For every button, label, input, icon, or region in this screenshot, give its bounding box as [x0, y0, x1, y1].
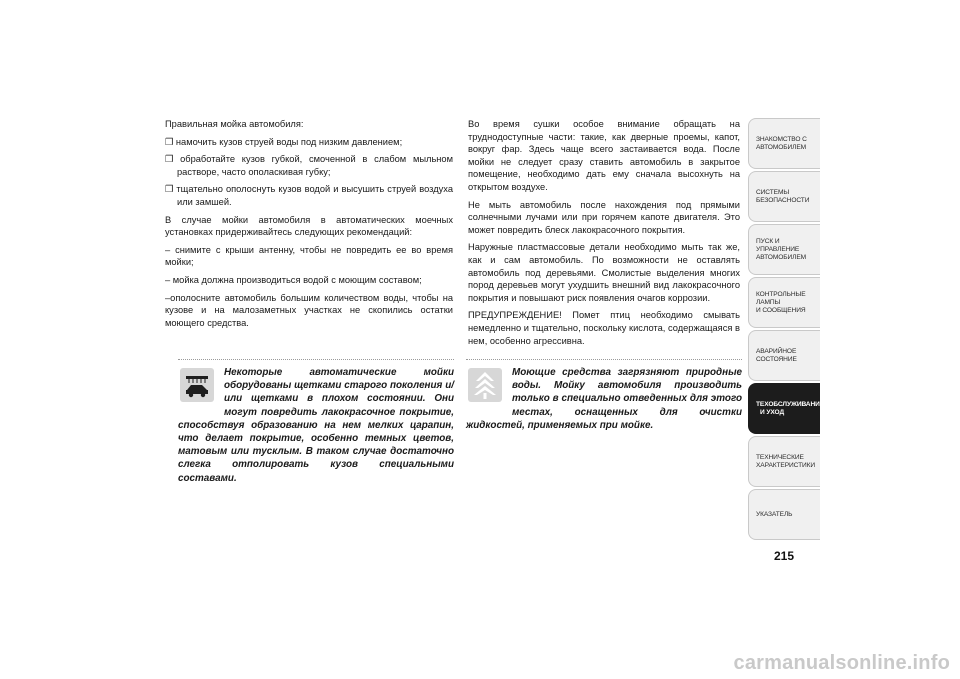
divider	[178, 359, 454, 360]
car-wash-brush-icon	[180, 368, 214, 402]
warning-text: Некоторые автоматические мойки оборудованы щетками старого поколения и/или щетками в плохом состоянии. Они могут повредить лакокрасочное покрытие, способствуя образованию на нем мелких царапин, что делает покрытие, особенно темных цветов, матовым или тусклым. В таком случае достаточно слегка отполировать кузов специальными составами.	[178, 367, 454, 484]
paragraph-auto-wash: В случае мойки автомобиля в автоматических моечных установках придерживайтесь следующих рекомендаций:	[165, 214, 453, 238]
paragraph-intro: Правильная мойка автомобиля:	[165, 119, 304, 129]
tab-warning-lights[interactable]	[748, 277, 820, 328]
tab-label: ПУСК И УПРАВЛЕНИЕ	[756, 237, 800, 253]
tab-label: ТЕХНИЧЕСКИЕ	[756, 453, 804, 461]
tab-specifications[interactable]	[748, 436, 820, 487]
environment-box	[466, 359, 742, 432]
tab-safety[interactable]	[748, 171, 820, 222]
bullet-item: ❒ обработайте кузов губкой, смоченной в слабом мыльном растворе, часто ополаскивая губку;	[165, 154, 453, 177]
warning-box	[178, 359, 454, 485]
page-number: 215	[773, 549, 795, 563]
tab-label: АВАРИЙНОЕ	[756, 347, 797, 355]
tab-label: АВТОМОБИЛЕМ	[756, 143, 807, 151]
paragraph-detergent: – мойка должна производиться водой с моющим составом;	[165, 274, 422, 285]
bullet-item: ❒ тщательно ополоснуть кузов водой и высушить струей воздуха или замшей.	[165, 184, 453, 207]
tab-label: КОНТРОЛЬНЫЕ	[756, 290, 806, 298]
paragraph-bird-warning: ПРЕДУПРЕЖДЕНИЕ! Помет птиц необходимо смывать немедленно и тщательно, поскольку кислота, содержащаяся в нем, особенно агрессивна.	[468, 310, 740, 346]
tab-label: ТЕХОБСЛУЖИВАНИЕ	[756, 400, 825, 408]
tab-label: БЕЗОПАСНОСТИ	[756, 196, 810, 204]
environment-text: Моющие средства загрязняют природные воды. Мойку автомобиля производить только в специально отведенных для этого местах, оснащенных для очистки жидкостей, применяемых при мойке.	[466, 367, 742, 431]
tab-index[interactable]	[748, 489, 820, 540]
tab-maintenance[interactable]	[748, 383, 825, 434]
tab-starting-driving[interactable]	[748, 224, 820, 275]
watermark: carmanualsonline.info	[733, 652, 950, 674]
tab-label: СОСТОЯНИЕ	[756, 355, 797, 363]
tab-emergency[interactable]	[748, 330, 820, 381]
tab-label: УКАЗАТЕЛЬ	[756, 510, 793, 518]
paragraph-plastic: Наружные пластмассовые детали необходимо мыть так же, как и сам автомобиль. По возможности не оставлять автомобиль под деревьями. Смолистые выделения многих пород деревьев могут ухудшить внешний вид лакокрасочного покрытия и повышают риск появления очагов коррозии.	[468, 242, 740, 303]
tab-intro[interactable]	[748, 118, 820, 169]
right-text-column	[468, 118, 740, 352]
paragraph-rinse: –ополосните автомобиль большим количеством воды, чтобы на кузове и на малозаметных участках не скопились остатки моющего средства.	[165, 292, 453, 328]
chapter-tabs	[748, 118, 825, 542]
tab-label: ЗНАКОМСТВО С	[756, 135, 807, 143]
tab-label: СИСТЕМЫ	[756, 188, 790, 196]
bullet-item: ❒ намочить кузов струей воды под низким давлением;	[165, 136, 403, 147]
tab-label: И СООБЩЕНИЯ	[756, 306, 806, 314]
tab-label: АВТОМОБИЛЕМ	[756, 253, 807, 261]
paragraph-antenna: – снимите с крыши антенну, чтобы не повредить ее во время мойки;	[165, 244, 453, 268]
left-text-column	[165, 118, 453, 334]
tree-environment-icon	[468, 368, 502, 402]
tab-label: ЛАМПЫ	[756, 298, 781, 306]
paragraph-drying: Во время сушки особое внимание обращать на труднодоступные части: такие, как дверные проемы, капот, вокруг фар. Здесь чаще всего застаивается вода. После мойки не следует сразу ставить автомобиль в закрытое помещение, необходимо дать ему сначала высохнуть на открытом воздухе.	[468, 119, 740, 192]
divider	[466, 359, 742, 360]
tab-label: И УХОД	[760, 408, 785, 416]
paragraph-sun: Не мыть автомобиль после нахождения под прямыми солнечными лучами или при горячем капоте двигателя. Это может повредить блеск лакокрасочного покрытия.	[468, 199, 740, 235]
tab-label: ХАРАКТЕРИСТИКИ	[756, 461, 816, 469]
